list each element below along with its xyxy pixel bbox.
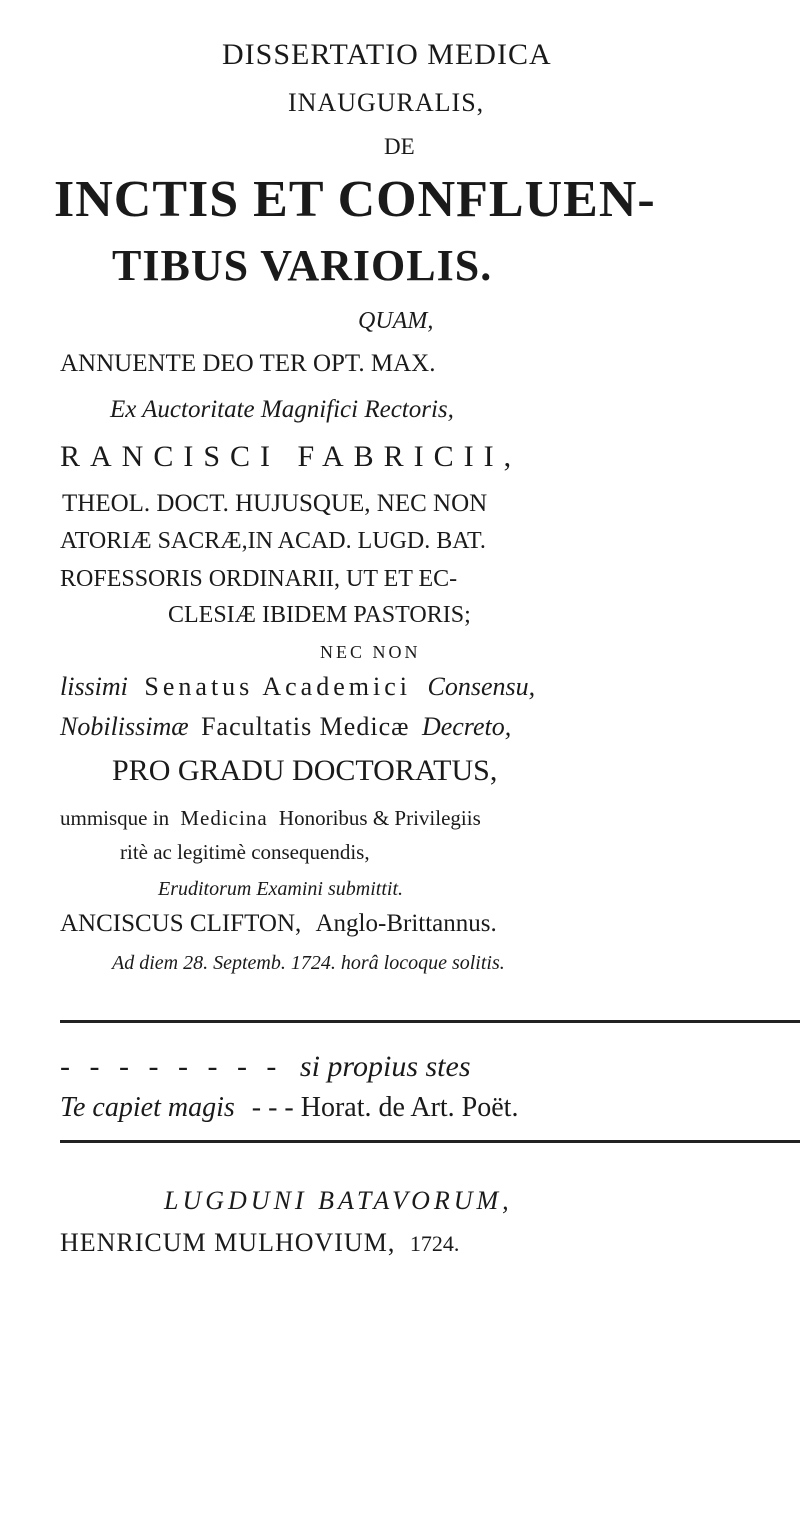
imprint-place: LUGDUNI BATAVORUM, xyxy=(164,1186,513,1215)
epigraph-dashes: - - - - - - - - xyxy=(60,1050,283,1083)
facultatis-line xyxy=(60,712,511,742)
rector-name-line: RANCISCI FABRICII, xyxy=(60,440,522,473)
inauguralis-line: INAUGURALIS, xyxy=(288,88,485,117)
facultatis-line-b: Facultatis Medicæ xyxy=(201,712,410,741)
author-name: ANCISCUS CLIFTON, xyxy=(60,910,302,937)
de-line: DE xyxy=(384,134,415,159)
top-rule xyxy=(60,1020,800,1023)
auctoritate-line: Ex Auctoritate Magnifici Rectoris, xyxy=(110,396,454,423)
epigraph-quote-2: Te capiet magis xyxy=(60,1092,235,1123)
main-title-line-1: INCTIS ET CONFLUEN- xyxy=(54,171,656,228)
quam-line: QUAM, xyxy=(358,308,434,334)
rector-title-line-2: ATORIÆ SACRÆ,IN ACAD. LUGD. BAT. xyxy=(60,528,486,554)
dissertation-heading: DISSERTATIO MEDICA xyxy=(222,38,552,71)
senatus-line-b: Senatus Academici xyxy=(144,672,411,701)
rector-title-line-3: ROFESSORIS ORDINARII, UT ET EC- xyxy=(60,566,458,592)
senatus-line-c: Consensu, xyxy=(427,672,536,701)
main-title-line-2: TIBUS VARIOLIS. xyxy=(112,241,493,290)
bottom-rule xyxy=(60,1140,800,1143)
examini-line: Eruditorum Examini submittit. xyxy=(158,878,403,900)
summisque-line xyxy=(60,806,481,831)
senatus-line xyxy=(60,672,535,702)
pro-gradu-line: PRO GRADU DOCTORATUS, xyxy=(112,754,498,787)
facultatis-line-c: Decreto, xyxy=(421,712,512,741)
consequendis-line: ritè ac legitimè consequendis, xyxy=(120,840,370,864)
author-nationality: Anglo-Brittannus. xyxy=(315,910,497,937)
nec-non-line: NEC NON xyxy=(320,642,421,662)
rector-title-line-1: THEOL. DOCT. HUJUSQUE, NEC NON xyxy=(62,490,488,517)
summisque-line-a: ummisque in xyxy=(60,806,170,830)
imprint-printer-line xyxy=(60,1228,459,1258)
imprint-year: 1724. xyxy=(409,1231,460,1256)
senatus-line-a: lissimi xyxy=(60,672,128,701)
annuente-line: ANNUENTE DEO TER OPT. MAX. xyxy=(60,350,436,377)
summisque-line-b: Medicina xyxy=(180,806,268,830)
epigraph-line-2 xyxy=(60,1092,518,1124)
facultatis-line-a: Nobilissimæ xyxy=(60,712,189,741)
rector-title-line-4: CLESIÆ IBIDEM PASTORIS; xyxy=(168,602,471,628)
epigraph-attribution: - - - Horat. de Art. Poët. xyxy=(251,1092,519,1123)
date-line: Ad diem 28. Septemb. 1724. horâ locoque solitis. xyxy=(112,952,505,974)
imprint-printer: HENRICUM MULHOVIUM, xyxy=(60,1228,396,1257)
epigraph-quote-1: si propius stes xyxy=(299,1050,471,1083)
summisque-line-c: Honoribus & Privilegiis xyxy=(278,806,481,830)
author-line xyxy=(60,910,497,938)
epigraph-line-1 xyxy=(60,1050,471,1084)
